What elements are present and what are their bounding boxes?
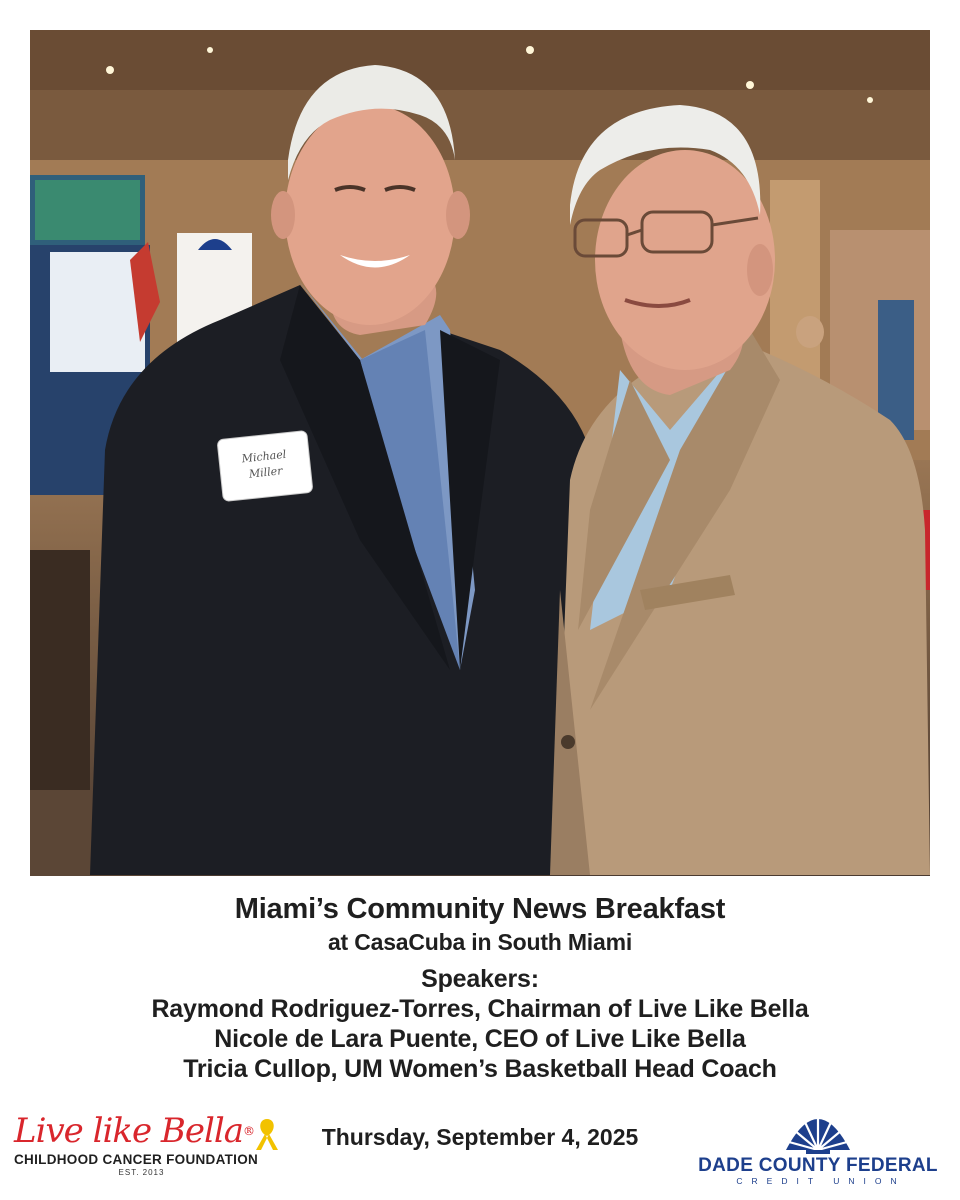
- event-photo: [30, 30, 930, 876]
- event-title: Miami’s Community News Breakfast: [234, 893, 726, 925]
- event-caption: [0, 892, 960, 1084]
- speaker-line: Tricia Cullop, UM Women’s Basketball Head Coach: [183, 1055, 777, 1084]
- speakers-heading: Speakers:: [421, 965, 539, 994]
- dcf-credit-union: CREDIT UNION: [736, 1176, 906, 1186]
- event-venue: at CasaCuba in South Miami: [327, 928, 633, 955]
- speaker-line: Nicole de Lara Puente, CEO of Live Like Bella: [214, 1025, 746, 1054]
- svg-text:Michael: Michael: [241, 447, 287, 466]
- event-date: Thursday, September 4, 2025: [321, 1124, 639, 1150]
- dcf-name: DADE COUNTY FEDERAL: [698, 1155, 938, 1176]
- live-like-bella-logo: [14, 1111, 284, 1186]
- bella-foundation-name: CHILDHOOD CANCER FOUNDATION: [14, 1152, 259, 1167]
- dade-county-federal-logo: [698, 1108, 938, 1188]
- awareness-ribbon-icon: [252, 1116, 282, 1152]
- speaker-line: Raymond Rodriguez-Torres, Chairman of Live Like Bella: [151, 995, 809, 1024]
- photo-illustration: [30, 30, 930, 876]
- bella-est: EST. 2013: [118, 1168, 165, 1177]
- bella-logo-script: Live like Bella®: [14, 1111, 254, 1151]
- svg-text:Miller: Miller: [248, 464, 284, 481]
- shell-icon: [782, 1108, 854, 1156]
